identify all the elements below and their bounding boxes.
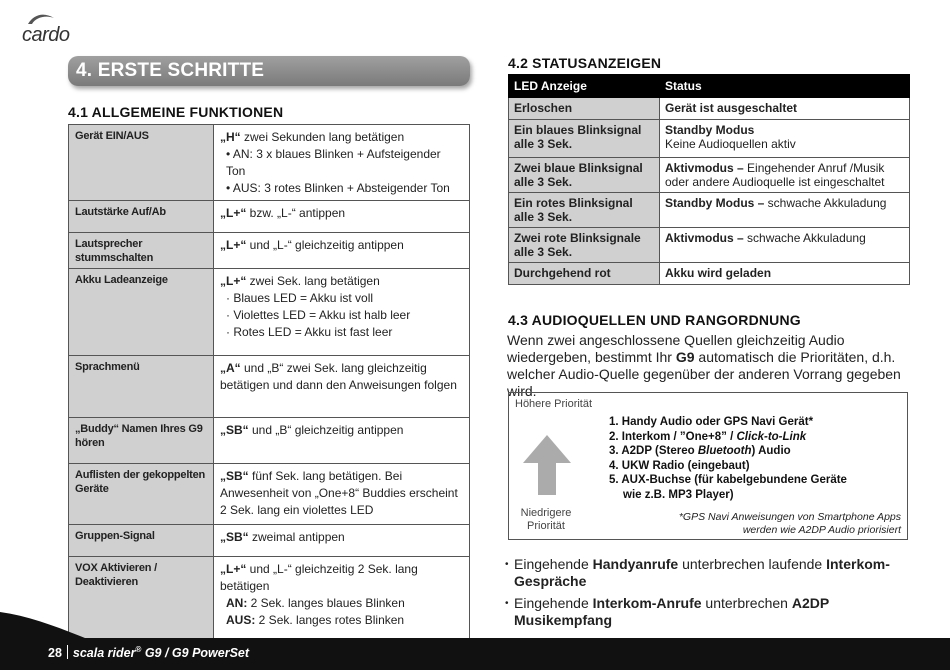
action-line: „L+“ und „L-“ gleichzeitig 2 Sek. lang betätigen <box>220 562 418 593</box>
action-line: • AN: 3 x blaues Blinken + Aufsteigender Ton <box>226 147 441 178</box>
action-line: · Blaues LED = Akku ist voll <box>226 291 374 305</box>
priority-box <box>508 392 908 540</box>
action-line: „L+“ zwei Sek. lang betätigen <box>220 274 380 288</box>
led-indication: Ein rotes Blinksignal alle 3 Sek. <box>509 193 660 228</box>
status-row <box>509 193 910 228</box>
status-row <box>509 263 910 285</box>
action-line: AN: 2 Sek. langes blaues Blinken <box>226 596 405 610</box>
action-line: • AUS: 3 rotes Blinken + Absteigender Ton <box>226 181 450 195</box>
status-description: Akku wird geladen <box>660 263 910 285</box>
function-row <box>69 201 470 233</box>
priority-list <box>609 415 847 502</box>
bullet-item: • Eingehende Handyanrufe unterbrechen laufende Interkom-Gespräche <box>507 556 907 590</box>
led-indication: Erloschen <box>509 98 660 120</box>
function-name: Lautsprecher stummschalten <box>69 233 214 269</box>
function-action <box>214 201 470 233</box>
footer-curve-decoration <box>0 600 120 640</box>
action-line: · Violettes LED = Akku ist halb leer <box>226 308 411 322</box>
action-line: „A“ und „B“ zwei Sek. lang gleichzeitig betätigen und dann den Anweisungen folgen <box>220 361 457 392</box>
led-indication: Zwei rote Blinksignale alle 3 Sek. <box>509 228 660 263</box>
status-description: Standby Modus – schwache Akkuladung <box>660 193 910 228</box>
priority-item: 5. AUX-Buchse (für kabelgebundene Geräte <box>609 474 847 486</box>
action-line: „H“ zwei Sekunden lang betätigen <box>220 130 405 144</box>
led-column-header: LED Anzeige <box>509 75 660 98</box>
priority-footnote: *GPS Navi Anweisungen von Smartphone Apps werden wie A2DP Audio priorisiert <box>678 511 901 536</box>
lower-priority-label: Niedrigere Priorität <box>520 507 572 532</box>
general-functions-heading: 4.1 ALLGEMEINE FUNKTIONEN <box>68 104 284 120</box>
function-row <box>69 233 470 269</box>
function-action <box>214 557 470 640</box>
action-line: · Rotes LED = Akku ist fast leer <box>226 325 393 339</box>
function-row <box>69 125 470 201</box>
status-description: Gerät ist ausgeschaltet <box>660 98 910 120</box>
status-description: Aktivmodus – schwache Akkuladung <box>660 228 910 263</box>
function-name: Lautstärke Auf/Ab <box>69 201 214 233</box>
action-line: „SB“ und „B“ gleichzeitig antippen <box>220 423 404 437</box>
priority-item: 3. A2DP (Stereo Bluetooth) Audio <box>609 445 791 457</box>
function-row <box>69 356 470 418</box>
priority-item: wie z.B. MP3 Player) <box>623 488 734 501</box>
action-line: „L+“ und „L-“ gleichzeitig antippen <box>220 238 404 252</box>
priority-item: 2. Interkom / ”One+8” / Click-to-Link <box>609 430 807 443</box>
status-heading: 4.2 STATUSANZEIGEN <box>508 55 662 71</box>
function-action <box>214 464 470 525</box>
function-row <box>69 557 470 640</box>
status-column-header: Status <box>660 75 910 98</box>
function-row <box>69 418 470 464</box>
status-row <box>509 120 910 158</box>
function-name: Gruppen-Signal <box>69 525 214 557</box>
priority-item: 4. UKW Radio (eingebaut) <box>609 459 750 472</box>
function-row <box>69 525 470 557</box>
action-line: „SB“ fünf Sek. lang betätigen. Bei Anwesenheit von „One+8“ Buddies erscheint 2 Sek. lang ein violettes LED <box>220 469 458 517</box>
priority-up-arrow-icon <box>521 433 573 497</box>
status-description: Standby Modus Keine Audioquellen aktiv <box>660 120 910 158</box>
status-row <box>509 98 910 120</box>
function-action <box>214 125 470 201</box>
page-number: 28 <box>48 646 62 661</box>
led-indication: Durchgehend rot <box>509 263 660 285</box>
function-action <box>214 356 470 418</box>
function-row <box>69 269 470 356</box>
higher-priority-label: Höhere Priorität <box>515 398 593 410</box>
status-row <box>509 158 910 193</box>
interrupt-bullets <box>507 556 907 634</box>
product-name: scala rider <box>72 646 136 661</box>
general-functions-table <box>68 124 470 640</box>
function-name: Gerät EIN/AUS <box>69 125 214 201</box>
action-line: „SB“ zweimal antippen <box>220 530 345 544</box>
status-table <box>508 74 910 285</box>
bullet-item: • Eingehende Interkom-Anrufe unterbrechen A2DP Musikempfang <box>507 595 907 629</box>
priority-item: 1. Handy Audio oder GPS Navi Gerät* <box>609 416 814 428</box>
function-action <box>214 418 470 464</box>
function-name: „Buddy“ Namen Ihres G9 hören <box>69 418 214 464</box>
function-name: Auflisten der gekoppelten Geräte <box>69 464 214 525</box>
function-name: Akku Ladeanzeige <box>69 269 214 356</box>
cardo-logo: cardo <box>22 24 70 46</box>
section-title: 4. ERSTE SCHRITTE <box>76 60 265 81</box>
function-row <box>69 464 470 525</box>
status-description: Aktivmodus – Eingehender Anruf /Musik oder andere Audioquelle ist eingeschaltet <box>660 158 910 193</box>
function-action <box>214 525 470 557</box>
audio-heading: 4.3 AUDIOQUELLEN UND RANGORDNUNG <box>508 312 801 328</box>
footer-label: 28 scala rider® G9 / G9 PowerSet <box>48 645 250 661</box>
led-indication: Zwei blaue Blinksignal alle 3 Sek. <box>509 158 660 193</box>
function-name: Sprachmenü <box>69 356 214 418</box>
audio-intro: Wenn zwei angeschlossene Quellen gleichzeitig Audio wiedergeben, bestimmt Ihr G9 automatisch die Prioritäten, d.h. welcher Audio-Quelle gegenüber der anderen Vorrang gegeben wird. <box>507 332 901 399</box>
status-row <box>509 228 910 263</box>
action-line: AUS: 2 Sek. langes rotes Blinken <box>226 613 405 627</box>
action-line: „L+“ bzw. „L-“ antippen <box>220 206 346 220</box>
status-header-row <box>509 75 910 98</box>
led-indication: Ein blaues Blinksignal alle 3 Sek. <box>509 120 660 158</box>
function-action <box>214 269 470 356</box>
function-name: VOX Aktivieren / Deaktivieren <box>69 557 214 640</box>
function-action <box>214 233 470 269</box>
